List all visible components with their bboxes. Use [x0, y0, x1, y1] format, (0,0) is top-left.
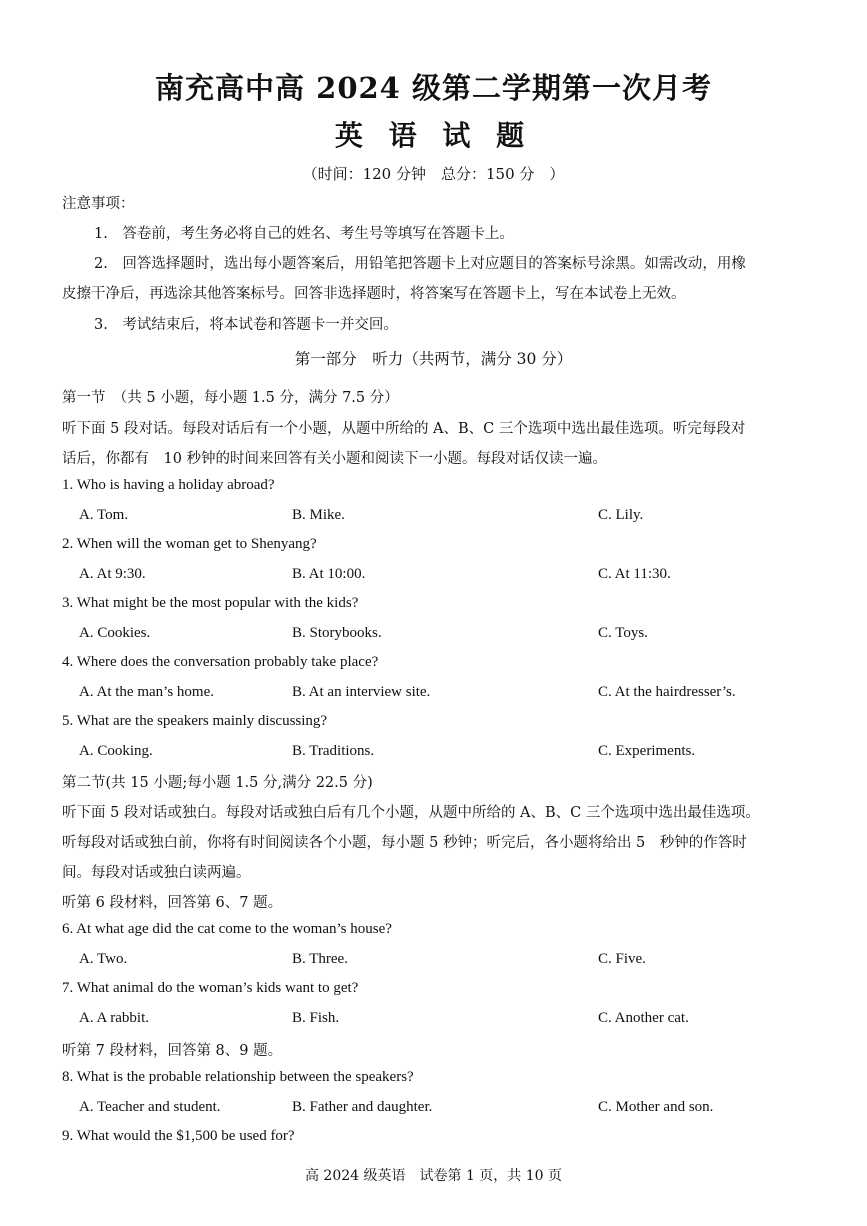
exam-info: （时间：120 分钟 总分：150 分 ）: [302, 165, 565, 183]
section1-instructions-line-1: 听下面 5 段对话。每段对话后有一个小题，从题中所给的 A、B、C 三个选项中选出最佳选项。听完每段对: [62, 421, 746, 437]
part1-title: 第一部分 听力（共两节，满分 30 分）: [294, 350, 573, 368]
question-8-stem: 8. What is the probable relationship between the speakers?: [62, 1069, 414, 1085]
question-3-option-a: A. Cookies.: [79, 625, 151, 641]
question-8-option-c: C. Mother and son.: [598, 1099, 714, 1115]
question-4-option-a: A. At the man’s home.: [79, 684, 214, 700]
note-item-1: 1. 答卷前，考生务必将自己的姓名、考生号等填写在答题卡上。: [94, 226, 514, 242]
question-8-option-b: B. Father and daughter.: [292, 1099, 433, 1115]
section2-instructions-line-3: 间。每段对话或独白读两遍。: [62, 865, 251, 881]
note-item-3: 3. 考试结束后，将本试卷和答题卡一并交回。: [94, 317, 398, 333]
section2-title: 第二节(共 15 小题;每小题 1.5 分,满分 22.5 分): [62, 775, 373, 791]
subject-title: 英 语 试 题: [334, 119, 533, 152]
page-footer: 高 2024 级英语 试卷第 1 页，共 10 页: [304, 1168, 563, 1184]
notes-heading: 注意事项：: [62, 196, 135, 212]
question-4-stem: 4. Where does the conversation probably take place?: [62, 654, 379, 670]
question-5-option-c: C. Experiments.: [598, 743, 696, 759]
question-3-stem: 3. What might be the most popular with the kids?: [62, 595, 359, 611]
question-2-option-a: A. At 9:30.: [79, 566, 146, 582]
note-item-2-line-1: 2. 回答选择题时，选出每小题答案后，用铅笔把答题卡上对应题目的答案标号涂黑。如需改动，用橡: [94, 256, 746, 272]
question-6-stem: 6. At what age did the cat come to the woman’s house?: [62, 921, 392, 937]
question-3-option-c: C. Toys.: [598, 625, 648, 641]
question-5-option-b: B. Traditions.: [292, 743, 375, 759]
section1-instructions-line-2: 话后，你都有 10 秒钟的时间来回答有关小题和阅读下一小题。每段对话仅读一遍。: [62, 451, 608, 467]
question-1-option-a: A. Tom.: [79, 507, 129, 523]
section2-instructions-line-2: 听每段对话或独白前，你将有时间阅读各个小题，每小题 5 秒钟；听完后，各小题将给出 5 秒钟的作答时: [62, 835, 747, 851]
material-6-heading: 听第 6 段材料，回答第 6、7 题。: [62, 895, 283, 911]
question-4-option-b: B. At an interview site.: [292, 684, 431, 700]
material-7-heading: 听第 7 段材料，回答第 8、9 题。: [62, 1043, 283, 1059]
question-8-option-a: A. Teacher and student.: [79, 1099, 221, 1115]
question-6-option-a: A. Two.: [79, 951, 128, 967]
question-2-option-b: B. At 10:00.: [292, 566, 366, 582]
question-6-option-c: C. Five.: [598, 951, 646, 967]
section2-instructions-line-1: 听下面 5 段对话或独白。每段对话或独白后有几个小题，从题中所给的 A、B、C 三个选项中选出最佳选项。: [62, 805, 760, 821]
question-2-option-c: C. At 11:30.: [598, 566, 671, 582]
question-1-option-c: C. Lily.: [598, 507, 644, 523]
question-7-stem: 7. What animal do the woman’s kids want to get?: [62, 980, 359, 996]
question-1-option-b: B. Mike.: [292, 507, 345, 523]
section1-title: 第一节 （共 5 小题，每小题 1.5 分，满分 7.5 分）: [62, 390, 399, 406]
question-9-stem: 9. What would the $1,500 be used for?: [62, 1128, 295, 1144]
question-2-stem: 2. When will the woman get to Shenyang?: [62, 536, 317, 552]
question-7-option-a: A. A rabbit.: [79, 1010, 149, 1026]
question-7-option-c: C. Another cat.: [598, 1010, 689, 1026]
question-3-option-b: B. Storybooks.: [292, 625, 382, 641]
question-4-option-c: C. At the hairdresser’s.: [598, 684, 736, 700]
question-6-option-b: B. Three.: [292, 951, 348, 967]
note-item-2-line-2: 皮擦干净后，再选涂其他答案标号。回答非选择题时，将答案写在答题卡上，写在本试卷上无效。: [62, 286, 686, 302]
question-1-stem: 1. Who is having a holiday abroad?: [62, 477, 275, 493]
question-5-option-a: A. Cooking.: [79, 743, 153, 759]
question-5-stem: 5. What are the speakers mainly discussing?: [62, 713, 328, 729]
exam-title: 南充高中高 2024 级第二学期第一次月考: [155, 71, 712, 105]
question-7-option-b: B. Fish.: [292, 1010, 340, 1026]
